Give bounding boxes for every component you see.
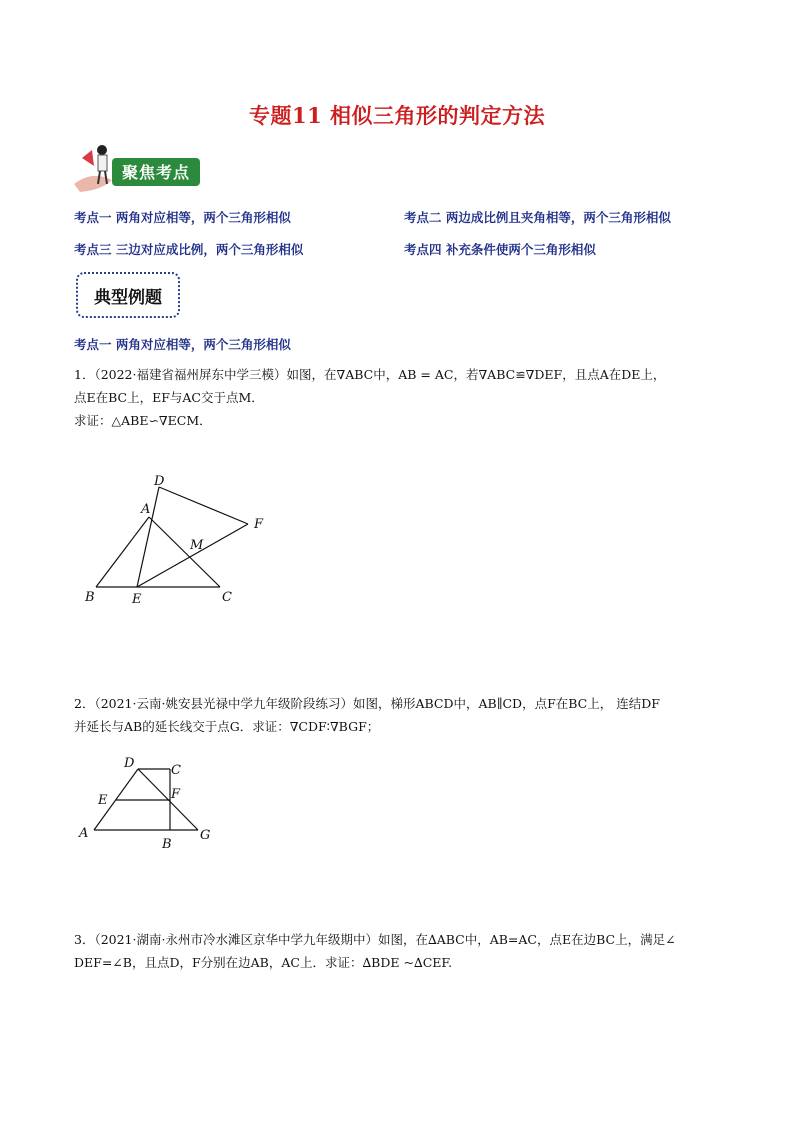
q1-line3: 求证：△ABE∽∇ECM． [74, 413, 212, 428]
q1-line1: 1．（2022·福建省福州屏东中学三模）如图，在∇ABC中，AB = AC，若∇ABC≌∇DEF，且点A在DE上， [74, 367, 666, 382]
q2-label-c: C [171, 763, 181, 778]
q2-label-f: F [171, 787, 181, 802]
q2-label-a: A [79, 826, 89, 841]
kaodian-4: 考点四 补充条件使两个三角形相似 [404, 242, 596, 257]
example-box: 典型例题 [76, 272, 180, 318]
kaodian-1: 考点一 两角对应相等，两个三角形相似 [74, 210, 291, 225]
q1-label-e: E [132, 592, 142, 607]
q1-label-m: M [190, 538, 204, 553]
focus-banner [72, 140, 202, 194]
q3-line2: DEF=∠B，且点D，F分别在边AB，AC上．求证：∆BDE ~∆CEF. [74, 955, 453, 970]
q1-label-b: B [85, 590, 95, 605]
q2-label-b: B [162, 837, 172, 850]
kaodian-2: 考点二 两边成比例且夹角相等，两个三角形相似 [404, 210, 671, 225]
kaodian-3: 考点三 三边对应成比例，两个三角形相似 [74, 242, 304, 257]
q1-label-d: D [154, 474, 165, 489]
q1-label-c: C [222, 590, 232, 605]
q2-text [74, 692, 660, 738]
q3-text [74, 928, 676, 974]
q1-line2: 点E在BC上，EF与AC交于点M． [74, 390, 264, 405]
q2-label-e: E [98, 793, 108, 808]
section-title: 考点一 两角对应相等，两个三角形相似 [74, 337, 291, 352]
q2-figure [74, 750, 234, 850]
q1-label-a: A [141, 502, 151, 517]
banner-label: 聚焦考点 [122, 163, 191, 182]
q2-line1: 2．（2021·云南·姚安县光禄中学九年级阶段练习）如图，梯形ABCD中，AB∥CD，点F在BC上， 连结DF [74, 696, 660, 711]
page-title: 专题11 相似三角形的判定方法 [248, 103, 546, 128]
q2-label-g: G [200, 828, 211, 843]
q2-label-d: D [124, 756, 135, 771]
q2-line2: 并延长与AB的延长线交于点G．求证：∇CDF∶∇BGF； [74, 719, 380, 734]
q1-figure [80, 470, 280, 610]
q1-text [74, 363, 665, 432]
q1-label-f: F [254, 517, 264, 532]
q3-line1: 3．（2021·湖南·永州市冷水滩区京华中学九年级期中）如图，在∆ABC中，AB=AC，点E在边BC上，满足∠ [74, 932, 676, 947]
